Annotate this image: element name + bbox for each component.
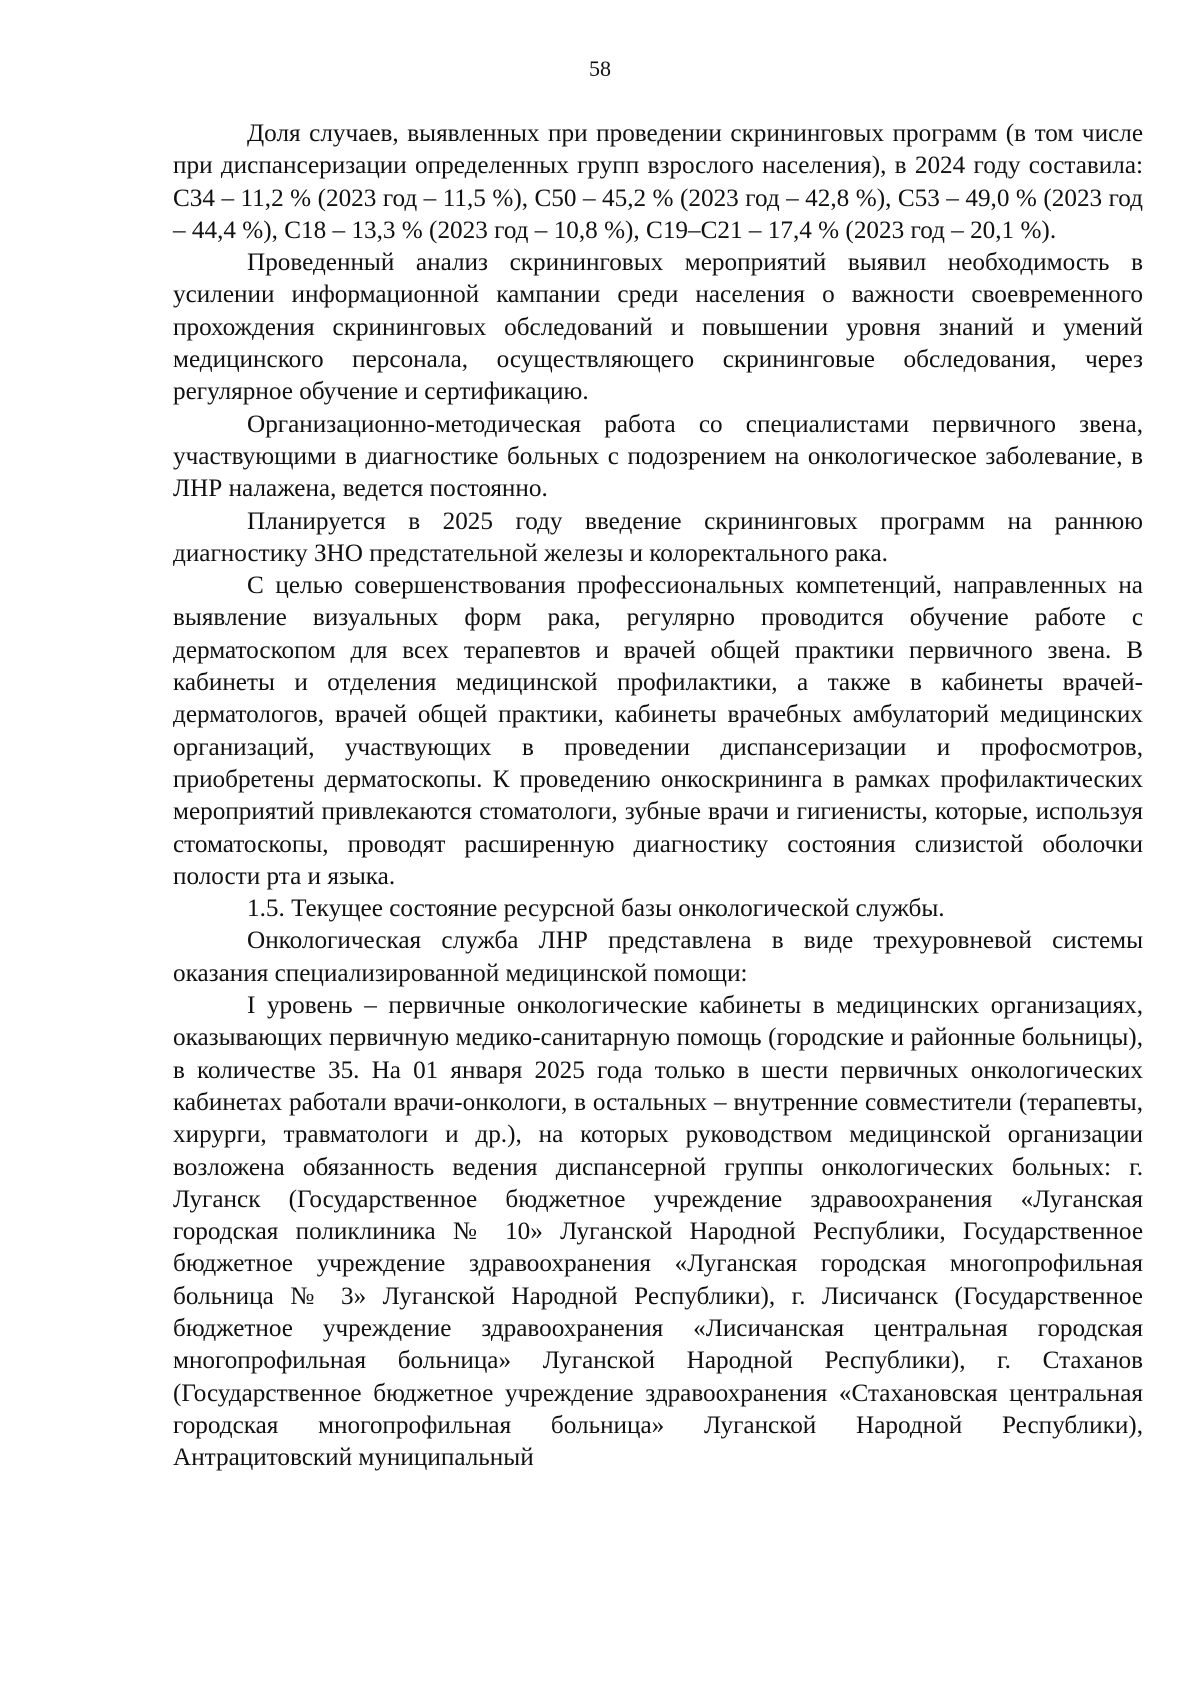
paragraph-planned-screening: Планируется в 2025 году введение скрининговых программ на раннюю диагностику ЗНО предстательной железы и колоректального рака. bbox=[173, 507, 1143, 567]
paragraph-dermatoscope-training: С целью совершенствования профессиональных компетенций, направленных на выявление визуальных форм рака, регулярно проводится обучение работе с дерматоскопом для всех терапевтов и врачей общей практики первичного звена. В кабинеты и отделения медицинской профилактики, а также в кабинеты врачей-дерматологов, врачей общей практики, кабинеты врачебных амбулаторий медицинских организаций, участвующих в проведении диспансеризации и профосмотров, приобретены дерматоскопы. К проведению онкоскрининга в рамках профилактических мероприятий привлекаются стоматологи, зубные врачи и гигиенисты, которые, используя стоматоскопы, проводят расширенную диагностику состояния слизистой оболочки полости рта и языка. bbox=[173, 572, 1143, 890]
body-text bbox=[173, 118, 1143, 1474]
paragraph-level-one: I уровень – первичные онкологические кабинеты в медицинских организациях, оказывающих первичную медико-санитарную помощь (городские и районные больницы), в количестве 35. На 01 января 2025 года только в шести первичных онкологических кабинетах работали врачи-онкологи, в остальных – внутренние совместители (терапевты, хирурги, травматологи и др.), на которых руководством медицинской организации возложена обязанность ведения диспансерной группы онкологических больных: г. Луганск (Государственное бюджетное учреждение здравоохранения «Луганская городская поликлиника № 10» Луганской Народной Республики, Государственное бюджетное учреждение здравоохранения «Луганская городская многопрофильная больница № 3» Луганской Народной Республики), г. Лисичанск (Государственное бюджетное учреждение здравоохранения «Лисичанская центральная городская многопрофильная больница» Луганской Народной Республики), г. Стаханов (Государственное бюджетное учреждение здравоохранения «Стахановская центральная городская многопрофильная больница» Луганской Народной Республики), Антрацитовский муниципальный bbox=[173, 992, 1143, 1472]
paragraph-methodical-work: Организационно-методическая работа со специалистами первичного звена, участвующими в диагностике больных с подозрением на онкологическое заболевание, в ЛНР налажена, ведется постоянно. bbox=[173, 410, 1143, 503]
paragraph-screening-analysis: Проведенный анализ скрининговых мероприятий выявил необходимость в усилении информационной кампании среди населения о важности своевременного прохождения скрининговых обследований и повышении уровня знаний и умений медицинского персонала, осуществляющего скрининговые обследования, через регулярное обучение и сертификацию. bbox=[173, 249, 1143, 406]
paragraph-oncology-service: Онкологическая служба ЛНР представлена в виде трехуровневой системы оказания специализированной медицинской помощи: bbox=[173, 927, 1143, 987]
page-number: 58 bbox=[589, 56, 611, 81]
section-heading-resource-base: 1.5. Текущее состояние ресурсной базы онкологической службы. bbox=[247, 895, 945, 923]
paragraph-screening-share: Доля случаев, выявленных при проведении скрининговых программ (в том числе при диспансеризации определенных групп взрослого населения), в 2024 году составила: С34 – 11,2 % (2023 год – 11,5 %), С50 – 45,2 % (2023 год – 42,8 %), С53 – 49,0 % (2023 год – 44,4 %), С18 – 13,3 % (2023 год – 10,8 %), С19–С21 – 17,4 % (2023 год – 20,1 %). bbox=[173, 120, 1143, 244]
